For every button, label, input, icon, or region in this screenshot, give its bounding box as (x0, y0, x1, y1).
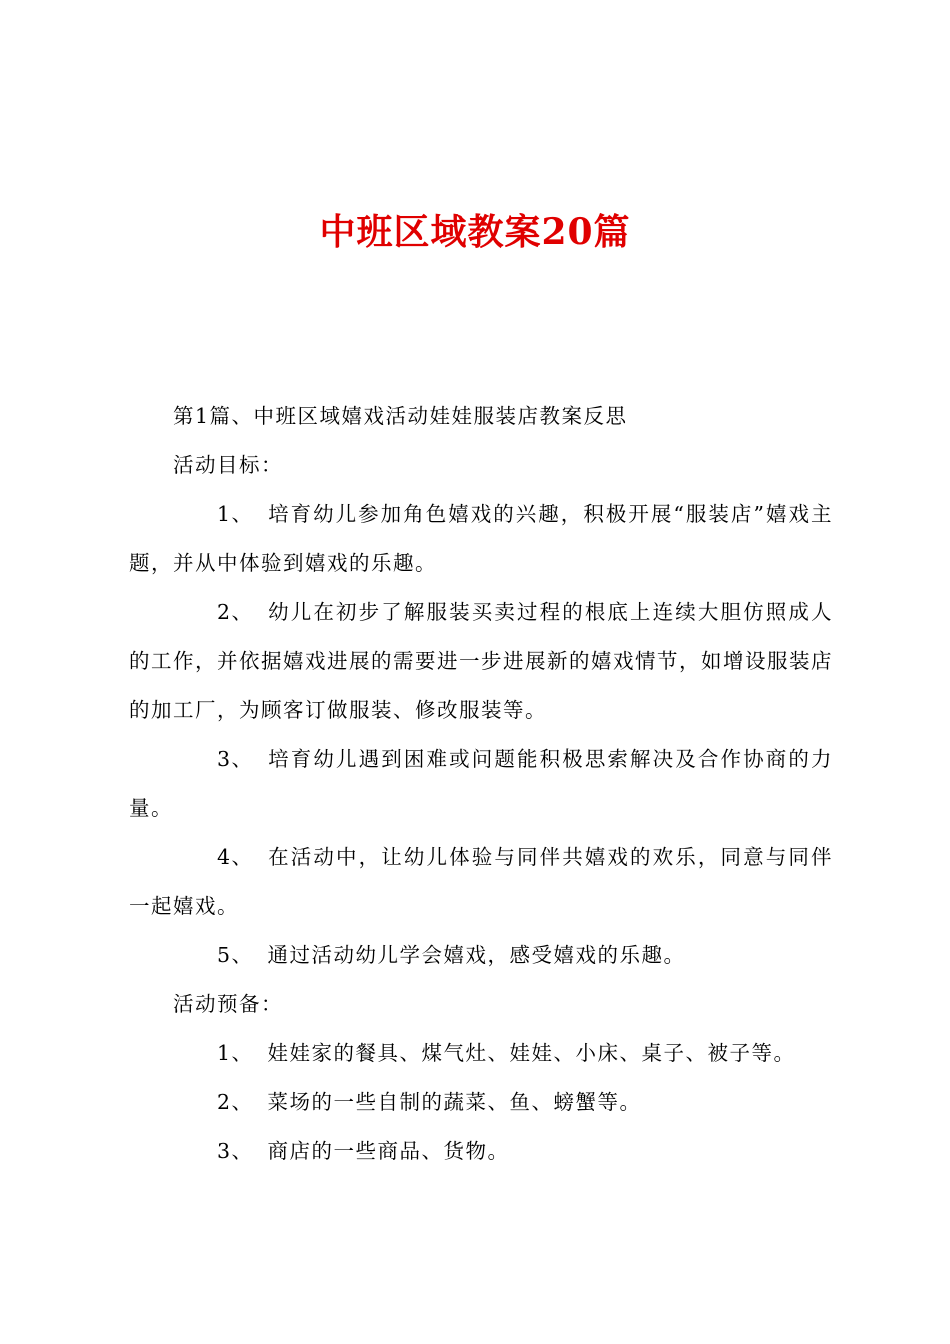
prep-item (129, 1127, 833, 1176)
goal-item (129, 931, 833, 980)
prep-text: 菜场的一些自制的蔬菜、鱼、螃蟹等。 (267, 1090, 642, 1114)
goal-number: 4、 (217, 845, 254, 869)
goal-text: 幼儿在初步了解服装买卖过程的根底上连续大胆仿照成人的工作，并依据嬉戏进展的需要进一步进展新的嬉戏情节，如增设服装店的加工厂，为顾客订做服装、修改服装等。 (129, 600, 833, 722)
prep-number: 3、 (217, 1139, 254, 1163)
goal-text: 培育幼儿遇到困难或问题能积极思索解决及合作协商的力量。 (129, 747, 833, 820)
prep-number: 2、 (217, 1090, 254, 1114)
goal-item (129, 735, 833, 833)
document-body (129, 392, 833, 1176)
prep-text: 商店的一些商品、货物。 (267, 1139, 510, 1163)
goal-item (129, 490, 833, 588)
goal-text: 在活动中，让幼儿体验与同伴共嬉戏的欢乐，同意与同伴一起嬉戏。 (129, 845, 833, 918)
goal-number: 5、 (217, 943, 254, 967)
prep-item (129, 1078, 833, 1127)
goal-item (129, 833, 833, 931)
prep-label: 活动预备： (173, 992, 283, 1016)
goal-number: 2、 (217, 600, 254, 624)
goals-label: 活动目标： (173, 453, 283, 477)
document-title: 中班区域教案20篇 (319, 211, 631, 253)
section-heading: 第1篇、中班区域嬉戏活动娃娃服装店教案反思 (173, 404, 628, 428)
prep-item (129, 1029, 833, 1078)
prep-number: 1、 (217, 1041, 254, 1065)
goal-number: 1、 (217, 502, 254, 526)
goal-text: 培育幼儿参加角色嬉戏的兴趣，积极开展“服装店”嬉戏主题，并从中体验到嬉戏的乐趣。 (129, 502, 833, 575)
goal-item (129, 588, 833, 735)
goal-text: 通过活动幼儿学会嬉戏，感受嬉戏的乐趣。 (267, 943, 686, 967)
goal-number: 3、 (217, 747, 254, 771)
prep-text: 娃娃家的餐具、煤气灶、娃娃、小床、桌子、被子等。 (267, 1041, 796, 1065)
